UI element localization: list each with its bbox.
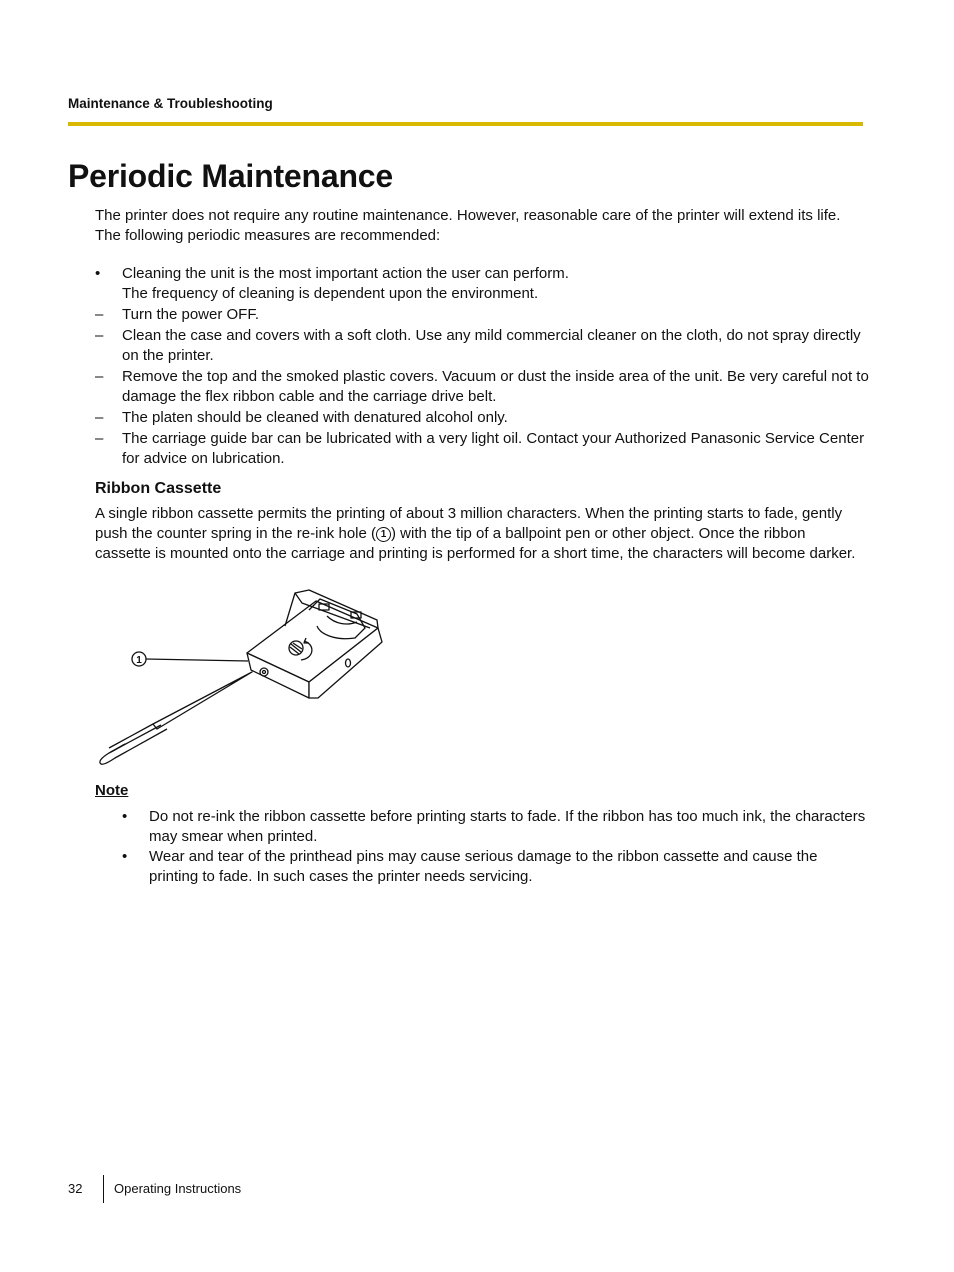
footer-divider <box>103 1175 104 1203</box>
footer-title: Operating Instructions <box>114 1181 242 1196</box>
step-text: Remove the top and the smoked plastic covers. Vacuum or dust the inside area of the unit. Be very careful not to damage the flex ribbon cable and the carriage drive belt. <box>122 368 869 405</box>
note-text: Wear and tear of the printhead pins may cause serious damage to the ribbon cassette and cause the printing to fade. In such cases the printer needs servicing. <box>149 848 818 885</box>
ribbon-cassette-figure <box>95 586 395 771</box>
step-text: The platen should be cleaned with denatured alcohol only. <box>122 409 508 426</box>
ribbon-cassette-illustration <box>95 586 395 771</box>
note-text: Do not re-ink the ribbon cassette before printing starts to fade. If the ribbon has too much ink, the characters may smear when printed. <box>149 808 866 845</box>
ribbon-paragraph <box>95 504 865 564</box>
cleaning-list <box>95 264 870 469</box>
header-rule <box>68 122 863 126</box>
bullet-mark: • <box>122 848 128 865</box>
dash-mark: – <box>95 327 104 344</box>
cassette-front <box>247 653 309 698</box>
note-title: Note <box>95 782 129 799</box>
cleaning-steps <box>95 305 870 469</box>
dash-mark: – <box>95 409 104 426</box>
list-item <box>95 408 870 428</box>
list-item <box>95 326 870 366</box>
note-list <box>122 807 870 887</box>
ribbon-text-before: A single ribbon cassette permits the printing of about 3 million characters. When the printing starts to fade, gently push the counter spring in the re-ink hole ( <box>95 505 843 542</box>
bullet-mark: • <box>122 808 128 825</box>
page-title: Periodic Maintenance <box>68 158 393 194</box>
list-item <box>95 367 870 407</box>
page-number: 32 <box>68 1181 83 1196</box>
callout-number: 1 <box>376 527 391 542</box>
bullet-mark: • <box>95 265 101 282</box>
list-item <box>95 305 870 325</box>
section-header: Maintenance & Troubleshooting <box>68 96 273 111</box>
step-text: Turn the power OFF. <box>122 306 259 323</box>
cleaning-line-1: Cleaning the unit is the most important action the user can perform. <box>122 265 569 282</box>
step-text: The carriage guide bar can be lubricated with a very light oil. Contact your Authorized Panasonic Service Center for advice on lubrication. <box>122 430 865 467</box>
list-item <box>122 847 870 887</box>
dash-mark: – <box>95 306 104 323</box>
callout-line <box>146 659 248 661</box>
ballpoint-pen <box>153 672 252 729</box>
list-item <box>95 429 870 469</box>
list-item <box>122 807 870 847</box>
ribbon-text-after: ) with the tip of a ballpoint pen or other object. Once the ribbon cassette is mounted onto the carriage and printing is performed for a short time, the characters will become darker. <box>95 525 856 562</box>
step-text: Clean the case and covers with a soft cloth. Use any mild commercial cleaner on the cloth, do not spray directly on the printer. <box>122 327 861 364</box>
intro-paragraph: The printer does not require any routine maintenance. However, reasonable care of the printer will extend its life. The following periodic measures are recommended: <box>95 207 841 244</box>
ribbon-heading: Ribbon Cassette <box>95 480 222 497</box>
list-item <box>95 264 870 304</box>
cleaning-line-2: The frequency of cleaning is dependent upon the environment. <box>122 285 539 302</box>
dash-mark: – <box>95 430 104 447</box>
callout-label: 1 <box>136 655 142 666</box>
dash-mark: – <box>95 368 104 385</box>
